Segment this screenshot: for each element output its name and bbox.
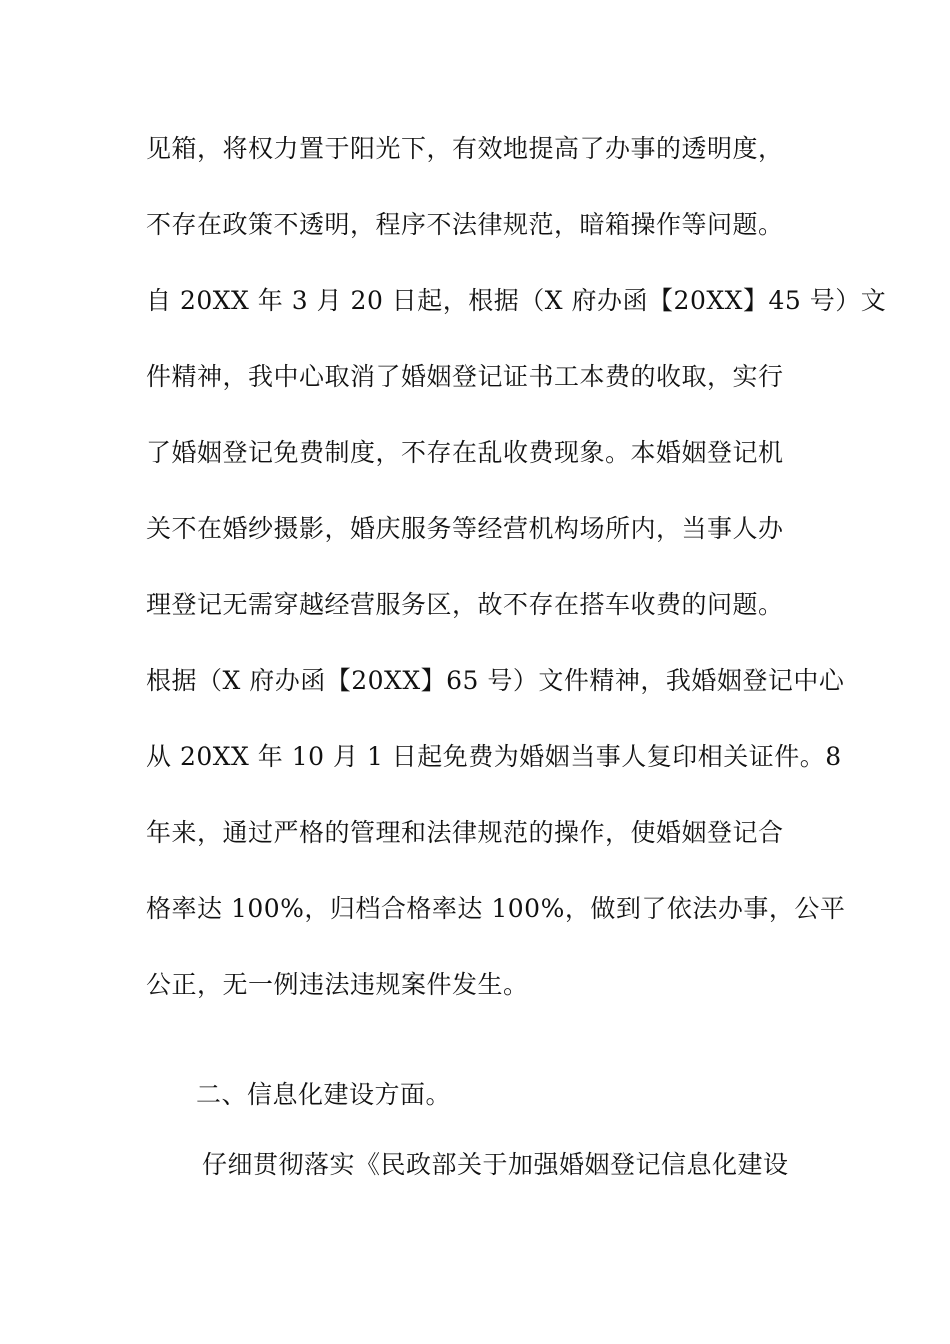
body-text-line: 格率达 100%，归档合格率达 100%，做到了依法办事，公平: [146, 894, 846, 923]
body-text-line: 年来，通过严格的管理和法律规范的操作，使婚姻登记合: [146, 818, 784, 847]
body-text-line: 不存在政策不透明，程序不法律规范，暗箱操作等问题。: [146, 210, 784, 239]
body-text-line: 了婚姻登记免费制度，不存在乱收费现象。本婚姻登记机: [146, 438, 784, 467]
body-text-line: 件精神，我中心取消了婚姻登记证书工本费的收取，实行: [146, 362, 784, 391]
body-text-line: 仔细贯彻落实《民政部关于加强婚姻登记信息化建设: [202, 1150, 789, 1179]
body-text-line: 公正，无一例违法违规案件发生。: [146, 970, 529, 999]
section-heading: 二、信息化建设方面。: [196, 1080, 452, 1109]
body-text-line: 关不在婚纱摄影，婚庆服务等经营机构场所内，当事人办: [146, 514, 784, 543]
body-text-line: 根据（X 府办函【20XX】65 号）文件精神，我婚姻登记中心: [146, 666, 845, 695]
body-text-line: 从 20XX 年 10 月 1 日起免费为婚姻当事人复印相关证件。8: [146, 742, 842, 771]
body-text-line: 自 20XX 年 3 月 20 日起，根据（X 府办函【20XX】45 号）文: [146, 286, 887, 315]
body-text-line: 见箱，将权力置于阳光下，有效地提高了办事的透明度，: [146, 134, 784, 163]
body-text-line: 理登记无需穿越经营服务区，故不存在搭车收费的问题。: [146, 590, 784, 619]
